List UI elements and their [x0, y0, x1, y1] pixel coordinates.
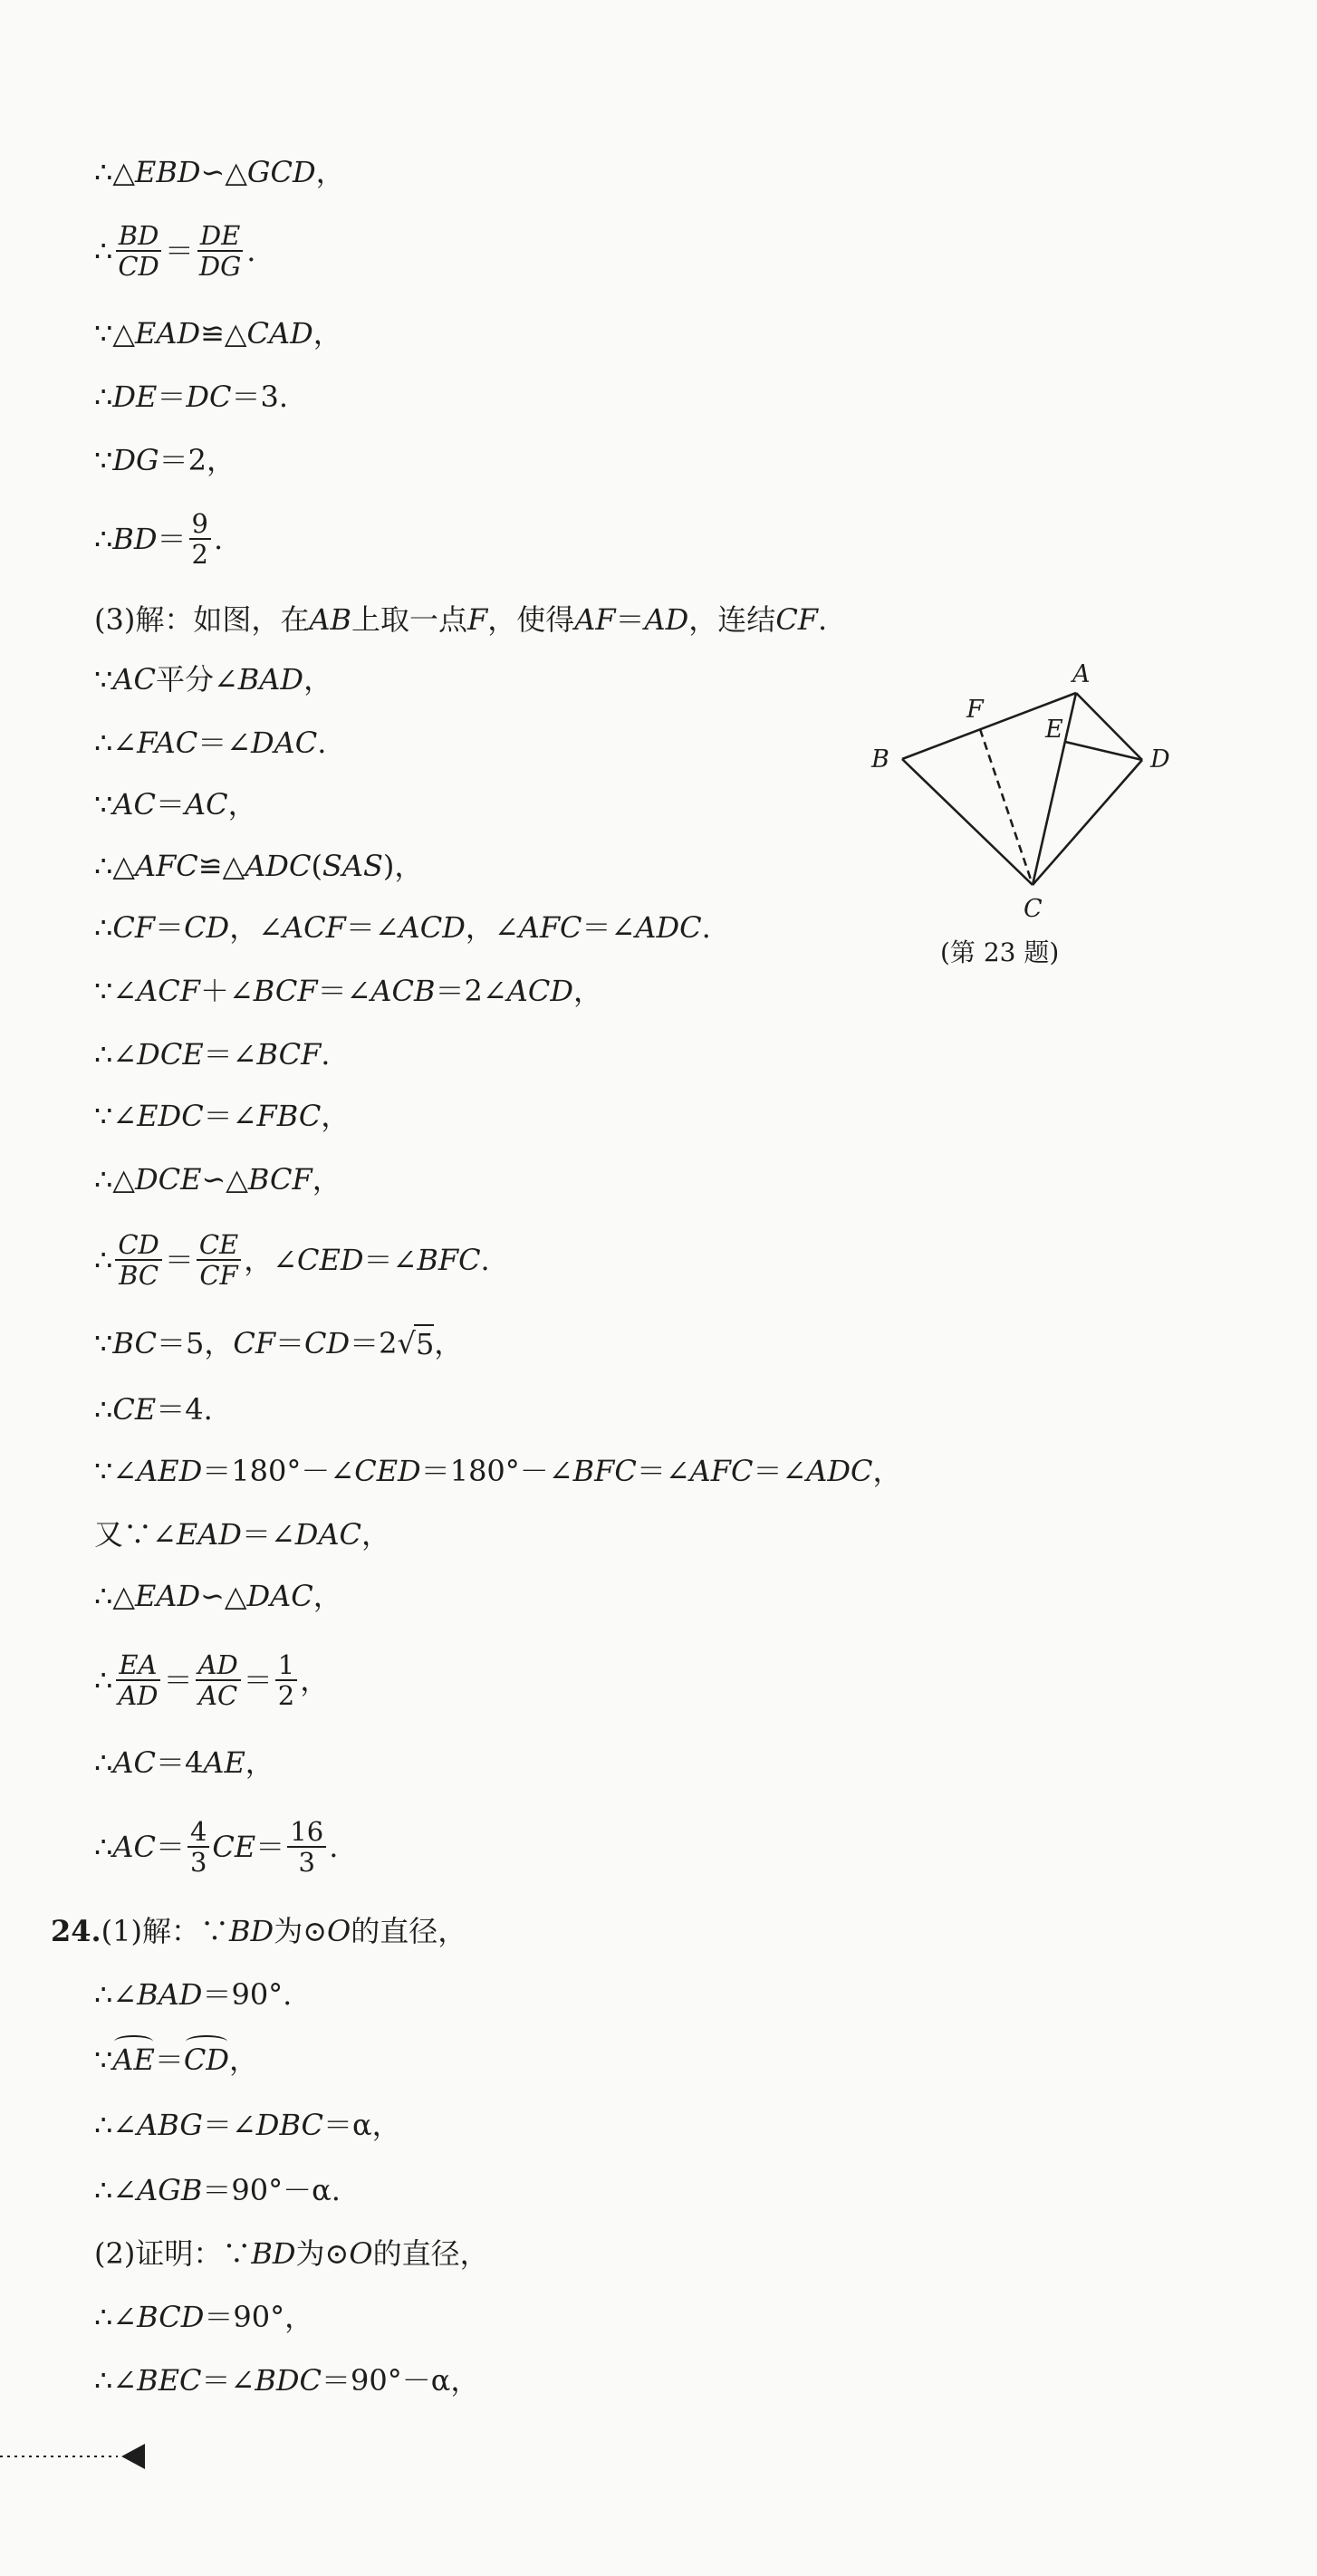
- math-var: CED: [297, 1243, 364, 1277]
- math-var: DAC: [251, 726, 318, 760]
- math-var: AB: [309, 602, 351, 637]
- segment-BC: [902, 759, 1033, 885]
- page-turn-marker: [0, 2438, 154, 2475]
- math-var: AC: [112, 662, 156, 697]
- text: ≌△: [197, 849, 245, 883]
- text: ＝∠: [582, 910, 636, 945]
- math-var: FBC: [256, 1099, 322, 1133]
- text: ∴∠: [94, 2363, 138, 2398]
- math-var: BCF: [256, 1037, 322, 1072]
- arc-label: CD: [183, 2043, 229, 2077]
- numerator: AD: [196, 1650, 241, 1681]
- math-var: BAD: [137, 1977, 203, 2012]
- text: ∵∠: [94, 1454, 138, 1488]
- math-var: CE: [212, 1830, 256, 1864]
- fraction: [189, 509, 211, 569]
- vertex-label-C: C: [1024, 895, 1043, 923]
- text: ＝4.: [156, 1392, 213, 1427]
- text: ∵△: [94, 316, 135, 351]
- math-var: AGB: [137, 2173, 203, 2207]
- solution-line: [94, 1976, 292, 2013]
- denominator: AC: [198, 1680, 238, 1711]
- math-var: AC: [112, 1830, 156, 1864]
- triangle-left-icon: [121, 2444, 145, 2469]
- math-var: BFC: [417, 1243, 481, 1277]
- math-var: ACD: [506, 974, 573, 1008]
- text: ＝: [615, 602, 645, 637]
- solution-line: [94, 2172, 341, 2208]
- text: ＝α，: [323, 2108, 401, 2142]
- text: ，: [315, 155, 345, 189]
- text: ＝: [155, 910, 185, 945]
- solution-line: [94, 601, 827, 638]
- text: 为⊙: [274, 1914, 328, 1948]
- segment-CD: [1033, 760, 1142, 885]
- text: ∴: [94, 1745, 113, 1780]
- text: ∴△: [94, 155, 135, 189]
- math-var: ADC: [245, 849, 312, 883]
- text: ，: [303, 662, 333, 697]
- text: ＝: [255, 1830, 285, 1864]
- text: ＝∠: [753, 1454, 807, 1488]
- vertex-label-B: B: [871, 745, 889, 774]
- fraction: [196, 1650, 241, 1710]
- math-var: O: [349, 2236, 373, 2271]
- text: ＝∠: [241, 1517, 295, 1552]
- text: ，: [312, 1579, 342, 1613]
- solution-line: [94, 1098, 350, 1134]
- text: 上取一点: [351, 602, 467, 637]
- math-var: FAC: [137, 726, 198, 760]
- text: (: [311, 849, 322, 883]
- solution-line: [94, 1324, 463, 1362]
- math-var: EAD: [176, 1517, 242, 1552]
- text: ∴: [94, 910, 113, 945]
- text: ∴: [94, 1392, 113, 1427]
- text: ＝∠: [345, 910, 399, 945]
- question-header: [51, 1913, 466, 1949]
- math-var: AC: [112, 787, 156, 822]
- geometry-figure: [860, 657, 1187, 924]
- text: ＝: [155, 1830, 185, 1864]
- text: ∴: [94, 1663, 113, 1697]
- text: ＝: [163, 1663, 193, 1697]
- math-var: BD: [112, 522, 158, 556]
- text: .: [480, 1243, 490, 1277]
- solution-line: [94, 2042, 258, 2078]
- fraction: [187, 1817, 209, 1877]
- text: ∵: [94, 787, 113, 822]
- denominator: AD: [118, 1680, 159, 1711]
- math-var: CAD: [246, 316, 313, 351]
- math-var: BC: [112, 1326, 157, 1360]
- solution-line: [94, 725, 326, 761]
- segment-AD: [1076, 693, 1142, 760]
- text: ＝∠: [203, 1099, 257, 1133]
- fraction: [287, 1817, 326, 1877]
- math-var: BCF: [253, 974, 318, 1008]
- denominator: 2: [277, 1680, 295, 1711]
- math-var: CF: [775, 602, 818, 637]
- denominator: CD: [118, 251, 159, 282]
- math-var: CD: [304, 1326, 351, 1360]
- math-var: AC: [184, 787, 228, 822]
- math-var: CF: [112, 910, 156, 945]
- text: ∽△: [200, 1579, 247, 1613]
- math-var: AF: [574, 602, 616, 637]
- text: ∵: [94, 443, 113, 477]
- segment-CF-dashed: [980, 729, 1033, 885]
- text: ，: [361, 1517, 391, 1552]
- numerator: CD: [115, 1230, 161, 1261]
- solution-line: [94, 909, 711, 946]
- text: ＝5，: [156, 1326, 234, 1360]
- numerator: 16: [287, 1817, 326, 1848]
- text: ∴: [94, 234, 113, 268]
- math-var: EBD: [134, 155, 201, 189]
- text: (3)解：如图，在: [94, 602, 310, 637]
- fraction: [275, 1650, 297, 1710]
- text: ＝2，: [159, 443, 236, 477]
- text: ＝90°－α.: [202, 2173, 341, 2207]
- text: .: [246, 234, 256, 268]
- text: 的直径，: [351, 1914, 467, 1948]
- text: ，: [227, 787, 257, 822]
- math-var: ACF: [137, 974, 200, 1008]
- solution-line: [94, 2235, 489, 2272]
- text: ＝90°，: [204, 2300, 314, 2334]
- numerator: 1: [275, 1650, 297, 1681]
- text: ＝∠: [203, 1037, 257, 1072]
- text: ＝: [155, 787, 185, 822]
- text: (1)解：∵: [101, 1914, 230, 1948]
- text: ＝∠: [636, 1454, 690, 1488]
- text: 的直径，: [372, 2236, 489, 2271]
- text: .: [818, 602, 828, 637]
- text: ＝4: [155, 1745, 204, 1780]
- text: 又∵∠: [94, 1517, 177, 1552]
- text: ∽△: [200, 155, 247, 189]
- text: ≌△: [200, 316, 247, 351]
- vertex-label-A: A: [1072, 660, 1091, 688]
- text: ＝∠: [363, 1243, 418, 1277]
- text: ∴∠: [94, 2300, 138, 2334]
- text: ∵: [94, 662, 113, 697]
- text: ∴∠: [94, 726, 138, 760]
- math-var: BFC: [572, 1454, 637, 1488]
- math-var: ABG: [137, 2108, 203, 2142]
- math-var: DAC: [294, 1517, 362, 1552]
- denominator: 3: [189, 1847, 207, 1878]
- text: ，连结: [688, 602, 776, 637]
- text: .: [701, 910, 711, 945]
- text: ＝180°－∠: [420, 1454, 573, 1488]
- math-var: AE: [203, 1745, 245, 1780]
- numerator: CE: [197, 1230, 241, 1261]
- text: ∴△: [94, 849, 135, 883]
- text: ，: [300, 1663, 330, 1697]
- solution-line: [94, 1578, 342, 1614]
- solution-line: [94, 848, 423, 884]
- text: ＝∠: [202, 2108, 256, 2142]
- text: .: [317, 726, 327, 760]
- math-var: AED: [137, 1454, 203, 1488]
- solution-line: [94, 1745, 274, 1781]
- numerator: DE: [197, 221, 243, 252]
- text: ∴: [94, 380, 113, 414]
- fraction: [197, 221, 244, 281]
- solution-line: [94, 442, 236, 478]
- math-var: ACF: [283, 910, 346, 945]
- math-var: AFC: [518, 910, 582, 945]
- solution-line: [94, 154, 345, 190]
- text: ，: [434, 1326, 464, 1360]
- text: .: [321, 1037, 331, 1072]
- math-var: CF: [233, 1326, 276, 1360]
- figure-caption: (第 23 题): [940, 937, 1060, 967]
- text: ∵∠: [94, 1099, 138, 1133]
- solution-line: [94, 2362, 479, 2398]
- text: ＋∠: [199, 974, 254, 1008]
- text: ＝∠: [201, 2363, 255, 2398]
- fraction: [197, 1230, 241, 1290]
- text: ＝∠: [317, 974, 371, 1008]
- text: ＝2∠: [435, 974, 507, 1008]
- math-var: BDC: [255, 2363, 322, 2398]
- math-var: BCF: [247, 1162, 312, 1197]
- text: ，: [312, 316, 342, 351]
- text: ，∠: [244, 1243, 298, 1277]
- math-var: SAS: [322, 849, 383, 883]
- text: ＝: [164, 234, 194, 268]
- text: ∴∠: [94, 2108, 138, 2142]
- math-var: ADC: [635, 910, 702, 945]
- text: ＝∠: [197, 726, 252, 760]
- text: ，: [321, 1099, 351, 1133]
- question-number: 24.: [51, 1914, 101, 1948]
- radicand: 5: [414, 1324, 434, 1362]
- text: ∴: [94, 1830, 113, 1864]
- math-var: BAD: [237, 662, 304, 697]
- vertex-label-E: E: [1045, 716, 1063, 744]
- text: ，: [572, 974, 602, 1008]
- text: .: [214, 522, 224, 556]
- solution-line: [94, 221, 255, 281]
- denominator: BC: [119, 1260, 159, 1291]
- math-var: DC: [186, 380, 232, 414]
- text: 平分∠: [155, 662, 238, 697]
- solution-line: [94, 379, 288, 415]
- math-var: DG: [112, 443, 159, 477]
- solution-line: [94, 2299, 313, 2335]
- text: ，∠: [229, 910, 284, 945]
- text: 为⊙: [295, 2236, 350, 2271]
- numerator: BD: [116, 221, 162, 252]
- fraction: [115, 221, 161, 281]
- text: (2)证明：∵: [94, 2236, 252, 2271]
- text: ∵: [94, 1326, 113, 1360]
- text: ∴: [94, 1243, 113, 1277]
- vertex-label-D: D: [1150, 745, 1170, 774]
- text: ＝90°.: [202, 1977, 293, 2012]
- text: ＝2√: [350, 1326, 416, 1360]
- fraction: [115, 1230, 161, 1290]
- math-var: BCD: [137, 2300, 205, 2334]
- text: ＝: [157, 380, 187, 414]
- text: ＝: [275, 1326, 305, 1360]
- text: .: [329, 1830, 339, 1864]
- text: ∵∠: [94, 974, 138, 1008]
- math-var: AFC: [689, 1454, 754, 1488]
- math-var: O: [327, 1914, 351, 1948]
- text: )，: [382, 849, 424, 883]
- solution-line: [94, 786, 257, 822]
- math-var: EAD: [134, 316, 201, 351]
- math-var: DBC: [255, 2108, 324, 2142]
- text: ，: [245, 1745, 274, 1780]
- math-var: DCE: [137, 1037, 204, 1072]
- text: ＝: [157, 522, 187, 556]
- math-var: ACB: [370, 974, 436, 1008]
- text: ∴△: [94, 1579, 135, 1613]
- math-var: F: [466, 602, 488, 637]
- text: ∴△: [94, 1162, 135, 1197]
- solution-line: [94, 315, 342, 351]
- numerator: 4: [187, 1817, 209, 1848]
- math-var: AFC: [134, 849, 198, 883]
- text: ＝: [164, 1243, 194, 1277]
- solution-line: [94, 1161, 341, 1197]
- solution-line: [94, 661, 332, 697]
- text: ∴∠: [94, 1977, 138, 2012]
- math-var: EAD: [134, 1579, 201, 1613]
- arc-label: AE: [112, 2043, 155, 2077]
- solution-line: [94, 1230, 490, 1290]
- math-var: BD: [251, 2236, 296, 2271]
- math-var: DE: [112, 380, 158, 414]
- numerator: EA: [116, 1650, 159, 1681]
- solution-line: [94, 1453, 902, 1489]
- text: ＝: [243, 1663, 273, 1697]
- text: ，: [872, 1454, 902, 1488]
- denominator: 3: [298, 1847, 315, 1878]
- math-var: CE: [112, 1392, 157, 1427]
- text: ＝180°－∠: [202, 1454, 355, 1488]
- text: ∴: [94, 522, 113, 556]
- solution-line: [94, 973, 602, 1009]
- math-var: DCE: [134, 1162, 202, 1197]
- solution-line: [94, 509, 223, 569]
- text: ∴∠: [94, 2173, 138, 2207]
- text: ∴∠: [94, 1037, 138, 1072]
- text: ＝90°－α，: [322, 2363, 480, 2398]
- math-var: ADC: [806, 1454, 873, 1488]
- vertex-label-F: F: [966, 696, 984, 724]
- math-var: DAC: [246, 1579, 313, 1613]
- text: ，: [228, 2043, 258, 2077]
- math-var: EDC: [137, 1099, 204, 1133]
- math-var: ACD: [399, 910, 466, 945]
- solution-line: [94, 1516, 390, 1552]
- text: ∽△: [201, 1162, 248, 1197]
- segment-ED: [1065, 742, 1142, 760]
- text: ＝3.: [231, 380, 289, 414]
- solution-line: [94, 1391, 213, 1427]
- denominator: CF: [199, 1260, 238, 1291]
- text: ∵: [94, 2043, 113, 2077]
- text: ，使得: [487, 602, 575, 637]
- text: ，: [312, 1162, 341, 1197]
- solution-line: [94, 1650, 329, 1710]
- denominator: DG: [198, 251, 242, 282]
- text: ，∠: [465, 910, 519, 945]
- math-var: CED: [354, 1454, 421, 1488]
- text: ＝: [154, 2043, 184, 2077]
- denominator: 2: [191, 539, 208, 570]
- solution-line: [94, 2107, 401, 2143]
- math-var: CD: [184, 910, 230, 945]
- math-var: AC: [112, 1745, 156, 1780]
- solution-line: [94, 1036, 330, 1072]
- math-var: AD: [644, 602, 689, 637]
- numerator: 9: [189, 509, 211, 540]
- math-var: BEC: [137, 2363, 202, 2398]
- math-var: BD: [229, 1914, 274, 1948]
- fraction: [115, 1650, 160, 1710]
- solution-line: [94, 1817, 338, 1877]
- math-var: GCD: [246, 155, 316, 189]
